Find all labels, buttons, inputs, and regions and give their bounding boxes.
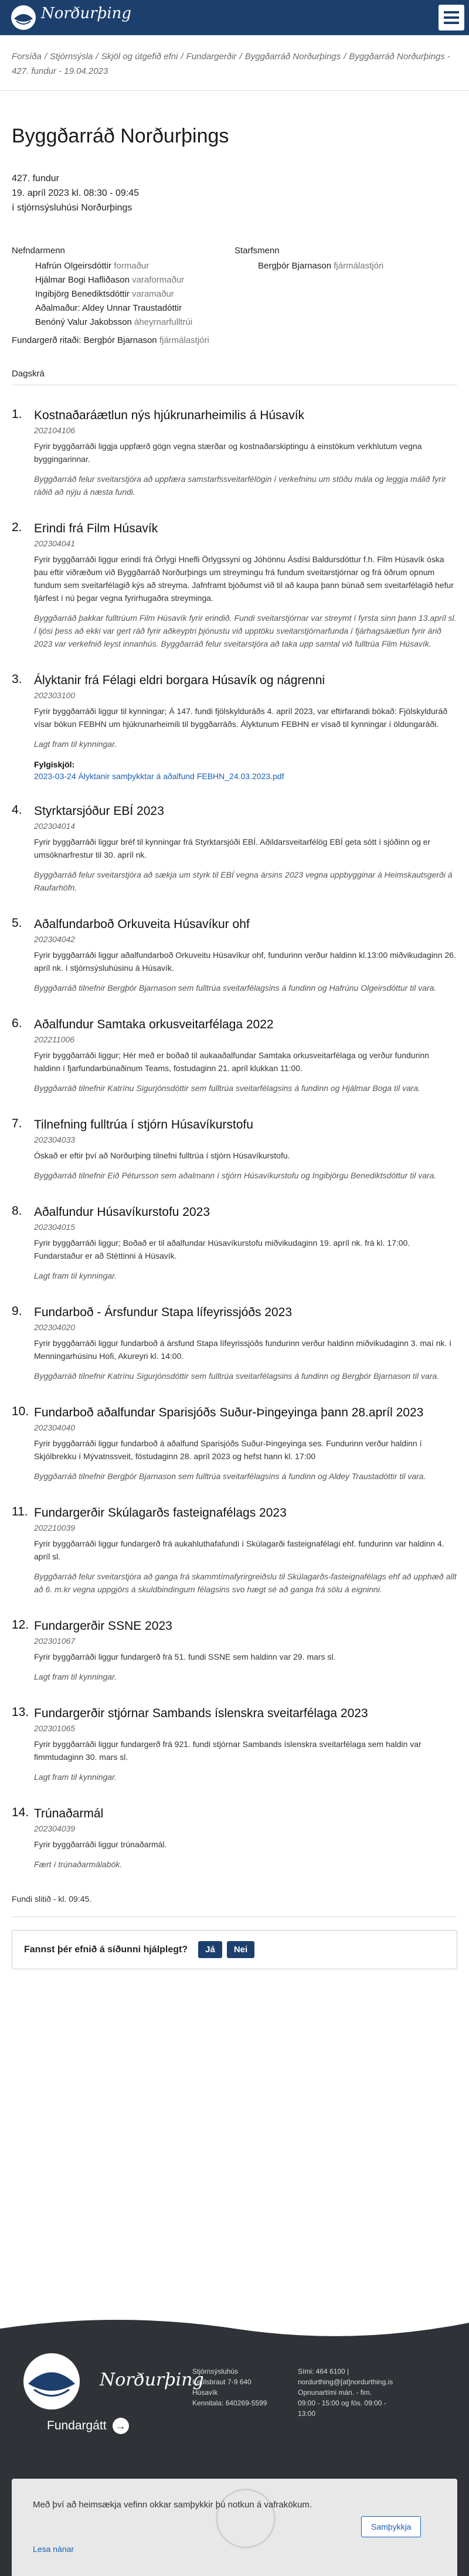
breadcrumb-stjornsysla[interactable]: Stjórnsýsla xyxy=(50,52,93,62)
agenda-item-text: Fyrir byggðarráði liggur; Hér með er boðað til aukaaðalfundar Samtaka orkusveitarfélaga og verður fundurinn haldinn í fjarfundarbúnaðinum Teams, fostudaginn 21. apríl klukkan 11:00. xyxy=(34,1051,429,1073)
agenda-item-result: Byggðarráð tilnefnir Bergþór Bjarnason sem fulltrúa sveitarfélagsins á fundinn og Hafrúnu Olgeirsdóttur til vara. xyxy=(34,983,437,993)
agenda-item-body xyxy=(34,672,457,781)
agenda-item-title[interactable]: Fundargerðir SSNE 2023 xyxy=(34,1619,172,1633)
meeting-closing: Fundi slitið - kl. 09:45. xyxy=(12,1894,457,1917)
agenda-item-result: Lagt fram til kynningar. xyxy=(34,1772,117,1782)
opening-hours: 13:00 xyxy=(298,2410,316,2418)
agenda-item-code: 202303100 xyxy=(34,691,76,700)
agenda-item-code: 202304042 xyxy=(34,934,76,944)
agenda-item-title[interactable]: Aðalfundur Samtaka orkusveitarfélaga 2022 xyxy=(34,1018,274,1031)
agenda-item-result: Byggðarráð felur sveitarstjóra að ganga frá skammtímafyrirgreiðslu til Skúlagarðs-fasteignafélags ehf að upphæð allt að 6. m.kr vegna uppgjörs á skuldbindingum félagsins svo hægt sé að ganga frá sölu á eigninni. xyxy=(34,1572,457,1594)
agenda-item-title[interactable]: Fundargerðir stjórnar Sambands íslenskra sveitarfélaga 2023 xyxy=(34,1707,368,1720)
agenda-item-text: Fyrir byggðarráði liggur til kynningar; Á 147. fundi fjölskylduráðs 4. apríl 2023, var eftirfarandi bókað: Fjölskylduráð vísar bókun FEBHN um hjúkrunarheimili til byggðarráðs. Ályktunum FEBHN er vísað til kynningar í öldungaráði. xyxy=(34,706,448,729)
agenda-item xyxy=(12,407,457,498)
agenda-item-body xyxy=(34,1705,457,1783)
agenda-item-result: Byggðarráð þakkar fulltrúum Film Húsavík fyrir erindið. Fundi sveitarstjórnar var streymt í fyrsta sinn þann 13.apríl sl. Í ljósi þess að ekki var gert ráð fyrir aðkeyptri þjónustu við upptöku sveitarstjórnarfunda í fjárhagsáætlun fyrir árið 2023 var verkefnið leyst innanhús. Byggðarráð felur sveitarstjóra að taka upp samtal við fulltrúa Film Húsavík. xyxy=(34,613,457,648)
member-role: fjármálastjóri xyxy=(334,261,384,271)
member-name: Aðalmaður: Aldey Unnar Traustadóttir xyxy=(35,303,182,313)
page-title: Byggðarráð Norðurþings xyxy=(12,125,229,147)
agenda-item-body xyxy=(34,1505,457,1596)
agenda-item xyxy=(12,1618,457,1683)
agenda-item-body xyxy=(34,407,457,498)
agenda-item xyxy=(12,1806,457,1871)
member xyxy=(12,259,235,273)
seal-watermark-icon xyxy=(216,2489,276,2548)
staff-member xyxy=(235,259,457,273)
agenda-item-result: Lagt fram til kynningar. xyxy=(34,1271,117,1280)
agenda-item xyxy=(12,1017,457,1095)
agenda-item-number: 10. xyxy=(12,1405,29,1418)
agenda-item-title[interactable]: Trúnaðarmál xyxy=(34,1807,104,1820)
agenda-item-title[interactable]: Tilnefning fulltrúa í stjórn Húsavíkurstofu xyxy=(34,1118,253,1131)
agenda-item-body xyxy=(34,1806,457,1871)
breadcrumb-fundargerdir[interactable]: Fundargerðir xyxy=(186,52,237,62)
agenda-item xyxy=(12,916,457,994)
agenda-item-text: Fyrir byggðarráði liggur fundargerð frá aukahluthafafundi í Skúlagarði fasteignafélagi ehf. fundurinn var haldinn 4. apríl sl. xyxy=(34,1539,444,1561)
agenda-item-text: Fyrir byggðarráði liggur trúnaðarmál. xyxy=(34,1840,167,1849)
agenda-item-number: 2. xyxy=(12,521,22,534)
feedback-question: Fannst þér efnið á síðunni hjálplegt? xyxy=(24,1944,188,1955)
meeting-location: í stjórnsýsluhúsi Norðurþings xyxy=(12,203,132,213)
agenda-item-title[interactable]: Fundarboð aðalfundar Sparisjóðs Suður-Þingeyinga þann 28.apríl 2023 xyxy=(34,1406,424,1419)
arrow-right-icon: → xyxy=(113,2418,129,2434)
fundargatt-link[interactable] xyxy=(47,2418,129,2434)
agenda-item-number: 9. xyxy=(12,1304,22,1318)
agenda-item-text: Fyrir byggðarráði liggur aðalfundarboð Orkuveitu Húsavíkur ohf, fundurinn verður haldinn kl.13:00 miðvikudaginn 26. apríl nk. í stjórnsýsluhúsinu á Húsavík. xyxy=(34,950,456,973)
breadcrumb-home[interactable]: Forsíða xyxy=(12,52,42,62)
breadcrumb-current: Byggðarráð Norðurþings - 427. fundur - 19.04.2023 xyxy=(12,52,450,76)
agenda-item xyxy=(12,521,457,650)
agenda-item-result: Byggðarráð felur sveitarstjóra að sækja um styrk til EBÍ vegna ársins 2023 vegna uppbygginar á Heimskautsgerði á Raufarhöfn. xyxy=(34,870,453,892)
member xyxy=(12,301,235,315)
recorder xyxy=(12,335,457,345)
agenda-item-code: 202304015 xyxy=(34,1222,76,1232)
agenda-item-body xyxy=(34,1618,457,1683)
member xyxy=(12,287,235,301)
address-line: Kennitala: 640269-5599 xyxy=(192,2399,267,2407)
attendees xyxy=(12,246,457,329)
agenda-item-number: 5. xyxy=(12,916,22,930)
agenda-item-code: 202301065 xyxy=(34,1724,76,1733)
agenda-item-body xyxy=(34,803,457,894)
committee-label: Nefndarmenn xyxy=(12,246,65,256)
agenda-item-text: Fyrir byggðarráði liggur fundarboð á aðalfund Sparisjóðs Suður-Þingeyinga ses. Fundurinn verður haldinn í Skjólbrekku í Mývatnssveit, föstudaginn 28. apríl 2023 og hefst hann kl. 17:00 xyxy=(34,1439,422,1461)
agenda-item-text: Fyrir byggðarráði liggur erindi frá Örlygi Hnefli Örlygssyni og Jóhönnu Ásdísi Baldursdóttur f.h. Film Húsavík óska þau eftir viðræðum við Byggðarráð Norðurþings um streymingu frá fundum sveitarstjórnar og frá öðrum opnum fundum sem sveitarfélagið kýs að streyma. Jafnframt bjóðumst við til að kaupa þann búnað sem sveitarfélagið hefur fjárfest í nú þegar vegna fyrirhugaðra streyminga. xyxy=(34,555,454,603)
agenda-item-result: Byggðarráð tilnefnir Eið Pétursson sem aðalmann í stjórn Húsavíkurstofu og Ingibjörgu Benediktsdóttur til vara. xyxy=(34,1171,437,1180)
member-role: formaður xyxy=(114,261,149,271)
agenda-item-body xyxy=(34,1304,457,1382)
cookie-text: Með því að heimsækja vefinn okkar samþykkir þú notkun á vafrakökum. xyxy=(33,2500,312,2510)
agenda-item-text: Fyrir byggðarráði liggja uppfærð gögn vegna stærðar og kostnaðarskiptingu á einstökum verkhlutum vegna byggingarinnar. xyxy=(34,441,422,464)
attachment-link[interactable]: 2023-03-24 Ályktanir samþykktar á aðalfund FEBHN_24.03.2023.pdf xyxy=(34,772,284,781)
breadcrumb-skjol[interactable]: Skjöl og útgefið efni xyxy=(101,52,178,62)
footer-address xyxy=(192,2366,267,2408)
agenda-item xyxy=(12,1705,457,1783)
agenda-item-result: Byggðarráð tilnefnir Katrínu Sigurjónsdóttir sem fulltrúa sveitarfélagsins á fundinn og Bergþór Bjarnason til vara. xyxy=(34,1371,440,1381)
recorder-name: Bergþór Bjarnason xyxy=(83,335,157,345)
committee-members xyxy=(12,246,235,329)
agenda-item xyxy=(12,1405,457,1483)
agenda-item-text: Fyrir byggðarráði liggur bréf til kynningar frá Styrktarsjóði EBÍ. Aðildarsveitarfélög EBÍ geta sótt í sjóðinn og er umsóknarfrestur til 30. apríl nk. xyxy=(34,837,431,859)
agenda-item xyxy=(12,803,457,894)
agenda-item-title[interactable]: Aðalfundarboð Orkuveita Húsavíkur ohf xyxy=(34,917,250,931)
staff-label: Starfsmenn xyxy=(235,246,280,256)
footer-logo-icon[interactable] xyxy=(11,2346,98,2417)
agenda-item-title[interactable]: Fundargerðir Skúlagarðs fasteignafélags 2023 xyxy=(34,1506,287,1520)
agenda-item xyxy=(12,672,457,781)
staff-members xyxy=(235,246,457,329)
agenda-item-text: Fyrir byggðarráði liggur fundargerð frá 921. fundi stjórnar Sambands íslenskra sveitarfélaga sem haldin var fimmtudaginn 30. mars sl. xyxy=(34,1739,422,1762)
contact-phone[interactable]: Sími: 464 6100 | xyxy=(298,2367,349,2376)
agenda-item-result: Fært í trúnaðarmálabók. xyxy=(34,1860,123,1869)
opening-hours: 09:00 - 15:00 og fös. 09:00 - xyxy=(298,2399,386,2407)
agenda-item-number: 7. xyxy=(12,1117,22,1130)
breadcrumb-byggdarrad[interactable]: Byggðarráð Norðurþings xyxy=(244,52,341,62)
agenda-item-number: 8. xyxy=(12,1204,22,1218)
fundargatt-label: Fundargátt xyxy=(47,2419,107,2432)
agenda-item-number: 12. xyxy=(12,1618,29,1632)
feedback-no-button[interactable]: Nei xyxy=(227,1941,254,1958)
agenda-item-number: 3. xyxy=(12,672,22,686)
agenda-item-code: 202304041 xyxy=(34,539,76,548)
agenda-list xyxy=(12,407,457,1871)
agenda-item-code: 202304033 xyxy=(34,1135,76,1144)
cookie-read-more-link[interactable]: Lesa nánar xyxy=(33,2544,74,2554)
agenda-item-code: 202104106 xyxy=(34,426,76,435)
member-role: áheyrnarfulltrúi xyxy=(134,317,193,327)
top-bar xyxy=(0,0,469,35)
menu-icon[interactable] xyxy=(439,5,464,30)
agenda-item-title[interactable]: Aðalfundur Húsavíkurstofu 2023 xyxy=(34,1205,210,1219)
agenda-item-code: 202211006 xyxy=(34,1035,75,1044)
footer-brand: Norðurþing xyxy=(100,2370,204,2390)
agenda-item-body xyxy=(34,1017,457,1095)
agenda-item-title[interactable]: Styrktarsjóður EBÍ 2023 xyxy=(34,804,164,818)
agenda-item-body xyxy=(34,1204,457,1282)
member-role: varaformaður xyxy=(132,275,185,285)
agenda-item-result: Lagt fram til kynningar. xyxy=(34,1672,117,1681)
agenda-item-body xyxy=(34,521,457,650)
agenda-item-title[interactable]: Ályktanir frá Félagi eldri borgara Húsavík og nágrenni xyxy=(34,674,325,687)
logo-text: Norðurþing xyxy=(41,5,132,22)
agenda-heading: Dagskrá xyxy=(12,369,457,385)
agenda-item-code: 202304020 xyxy=(34,1323,76,1332)
agenda-item-number: 11. xyxy=(12,1505,28,1518)
cookie-accept-button[interactable]: Samþykkja xyxy=(361,2516,421,2537)
agenda-item-text: Óskað er eftir því að Norðurþing tilnefni fulltrúa í stjórn Húsavíkurstofu. xyxy=(34,1151,290,1160)
agenda-item-title[interactable]: Erindi frá Film Húsavík xyxy=(34,522,158,535)
agenda-item-number: 1. xyxy=(12,407,22,421)
meeting-number: 427. fundur xyxy=(12,174,59,183)
agenda-item-result: Byggðarráð felur sveitarstjóra að uppfæra samstarfssveitarfélögin í verkefninu um stöðu mála og leggja málið fyrir ráðið að nýju á næsta fundi. xyxy=(34,474,446,497)
agenda-item-text: Fyrir byggðarráði liggur fundarboð á ársfund Stapa lífeyrissjóðs fundurinn verður haldinn miðvikudaginn 3. maí nk. í Menningarhúsinu Hofi, Akureyri kl. 14:00. xyxy=(34,1338,452,1361)
meeting-meta xyxy=(12,171,457,215)
address-line: Stjórnsýsluhús xyxy=(192,2367,239,2376)
agenda-item-code: 202304039 xyxy=(34,1824,76,1833)
agenda-item-number: 13. xyxy=(12,1705,29,1719)
attachments-label: Fylgiskjöl: xyxy=(34,760,75,769)
breadcrumb: Forsíða / Stjórnsýsla / Skjöl og útgefið efni / Fundargerðir / Byggðarráð Norðurþings / Byggðarráð Norðurþings - 427. fundur - 19.04.2023 xyxy=(0,35,469,91)
feedback-yes-button[interactable]: Já xyxy=(198,1941,222,1958)
agenda-item-result: Byggðarráð tilnefnir Katrínu Sigurjónsdóttir sem fulltrúa sveitarfélagsins á fundinn og Hjálmar Boga til vara. xyxy=(34,1083,421,1093)
agenda-item-body xyxy=(34,1117,457,1182)
agenda-item-text: Fyrir byggðarráði liggur fundargerð frá 51. fundi SSNE sem haldinn var 29. mars sl. xyxy=(34,1652,336,1661)
agenda-item-result: Byggðarráð tilnefnir Bergþór Bjarnason sem fulltrúa sveitarfélagsins á fundinn og Aldey Traustadóttir til vara. xyxy=(34,1471,426,1481)
agenda-item-body xyxy=(34,916,457,994)
meeting-datetime: 19. apríl 2023 kl. 08:30 - 09:45 xyxy=(12,188,140,198)
address-line: Ketilsbraut 7-9 640 xyxy=(192,2378,252,2386)
opening-hours: Opnunartími mán. - fim. xyxy=(298,2388,372,2397)
agenda-item-code: 202210039 xyxy=(34,1523,76,1532)
member xyxy=(12,315,235,329)
agenda-item-number: 14. xyxy=(12,1806,29,1819)
agenda-item-code: 202304040 xyxy=(34,1423,76,1432)
agenda-item xyxy=(12,1304,457,1382)
recorder-role: fjármálastjóri xyxy=(159,335,209,345)
agenda-item-result: Lagt fram til kynningar. xyxy=(34,739,117,749)
member-name: Bergþór Bjarnason xyxy=(258,261,332,271)
agenda-item-number: 6. xyxy=(12,1017,22,1030)
agenda-item-body xyxy=(34,1405,457,1483)
member xyxy=(12,273,235,287)
agenda-item-code: 202301067 xyxy=(34,1636,76,1646)
address-line: Húsavík xyxy=(192,2388,218,2397)
agenda-item-code: 202304014 xyxy=(34,821,76,831)
member-name: Hjálmar Bogi Hafliðason xyxy=(35,275,130,285)
agenda-item xyxy=(12,1204,457,1282)
agenda-item xyxy=(12,1117,457,1182)
footer-contact xyxy=(298,2366,393,2419)
agenda-item-title[interactable]: Kostnaðaráætlun nýs hjúkrunarheimilis á Húsavík xyxy=(34,409,305,422)
member-name: Benóný Valur Jakobsson xyxy=(35,317,132,327)
member-name: Ingibjörg Benediktsdóttir xyxy=(35,289,130,299)
recorder-label: Fundargerð ritaði: xyxy=(12,335,81,345)
contact-email[interactable]: nordurthing@[at]nordurthing.is xyxy=(298,2378,393,2386)
member-role: varamaður xyxy=(132,289,174,299)
agenda-item-number: 4. xyxy=(12,803,22,817)
member-name: Hafrún Olgeirsdóttir xyxy=(35,261,112,271)
agenda-item xyxy=(12,1505,457,1596)
agenda-item-title[interactable]: Fundarboð - Ársfundur Stapa lífeyrissjóðs 2023 xyxy=(34,1306,293,1319)
agenda-item-text: Fyrir byggðarráði liggur; Boðað er til aðalfundar Húsavíkurstofu miðvikudaginn 19. apríl nk. frá kl. 17:00. Fundarstaður er að Stéttinni á Húsavík. xyxy=(34,1238,410,1260)
feedback-box xyxy=(12,1930,457,1969)
main-content xyxy=(0,125,469,1969)
